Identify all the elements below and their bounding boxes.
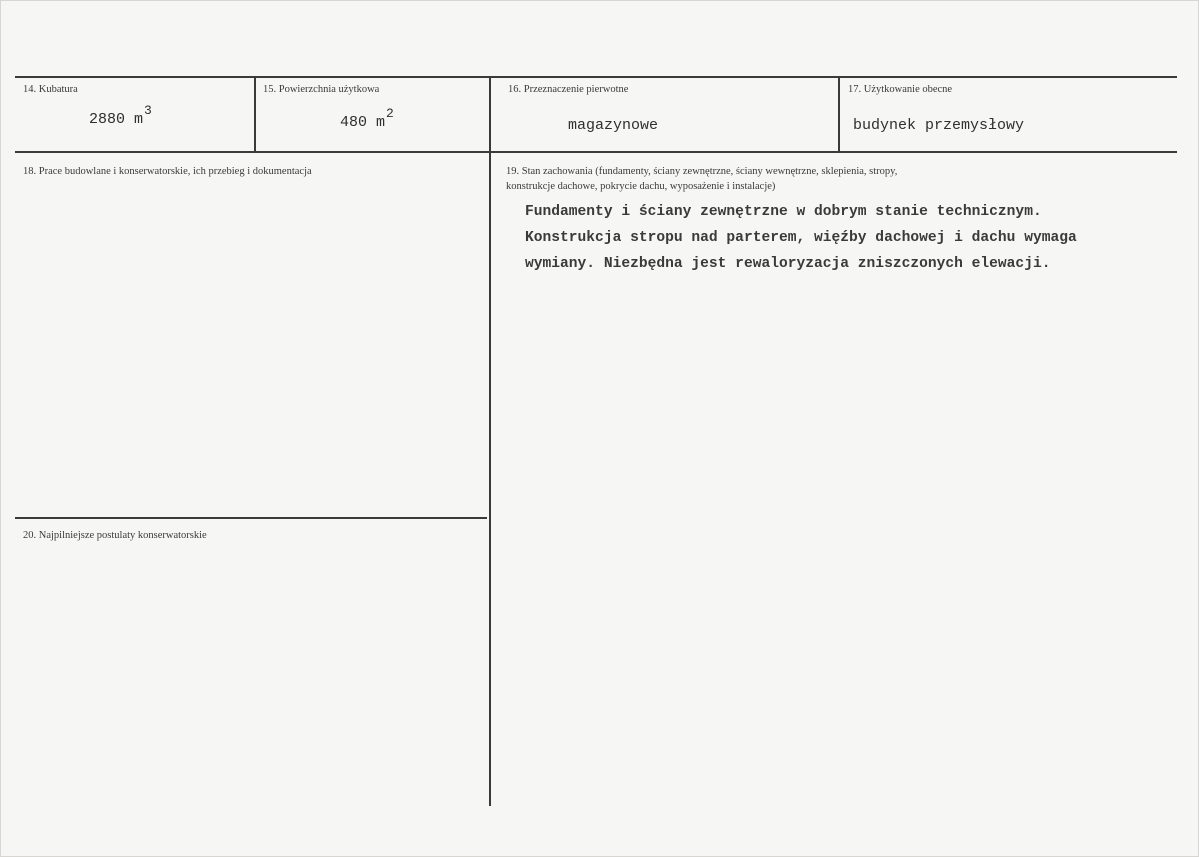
row-divider-rule bbox=[15, 151, 1177, 153]
powierzchnia-number: 480 m bbox=[340, 114, 386, 131]
divider-16-17 bbox=[838, 76, 840, 152]
postulaty-label: 20. Najpilniejsze postulaty konserwatorskie bbox=[23, 530, 207, 541]
kubatura-label: 14. Kubatura bbox=[23, 84, 78, 95]
stan-label-line1: 19. Stan zachowania (fundamenty, ściany zewnętrzne, ściany wewnętrzne, sklepienia, stropy, bbox=[506, 166, 898, 177]
kubatura-exponent: 3 bbox=[144, 103, 152, 118]
kubatura-number: 2880 m bbox=[89, 111, 144, 128]
stan-text-line1: Fundamenty i ściany zewnętrzne w dobrym stanie technicznym. bbox=[525, 204, 1042, 220]
section-20-rule bbox=[15, 517, 487, 519]
divider-15-16 bbox=[489, 76, 491, 806]
powierzchnia-label: 15. Powierzchnia użytkowa bbox=[263, 84, 380, 95]
stan-label-line2: konstrukcje dachowe, pokrycie dachu, wyposażenie i instalacje) bbox=[506, 181, 776, 192]
top-rule bbox=[15, 76, 1177, 78]
kubatura-value bbox=[89, 103, 152, 128]
powierzchnia-value bbox=[340, 106, 394, 131]
uzytkowanie-value: budynek przemysłowy bbox=[853, 117, 1025, 134]
przeznaczenie-value: magazynowe bbox=[568, 117, 659, 134]
stan-text-line3: wymiany. Niezbędna jest rewaloryzacja zniszczonych elewacji. bbox=[525, 256, 1051, 272]
powierzchnia-exponent: 2 bbox=[386, 106, 394, 121]
divider-14-15 bbox=[254, 76, 256, 152]
uzytkowanie-label: 17. Użytkowanie obecne bbox=[848, 84, 953, 95]
stan-text-line2: Konstrukcja stropu nad parterem, więźby dachowej i dachu wymaga bbox=[525, 230, 1077, 246]
przeznaczenie-label: 16. Przeznaczenie pierwotne bbox=[508, 84, 629, 95]
prace-label: 18. Prace budowlane i konserwatorskie, ich przebieg i dokumentacja bbox=[23, 166, 312, 177]
